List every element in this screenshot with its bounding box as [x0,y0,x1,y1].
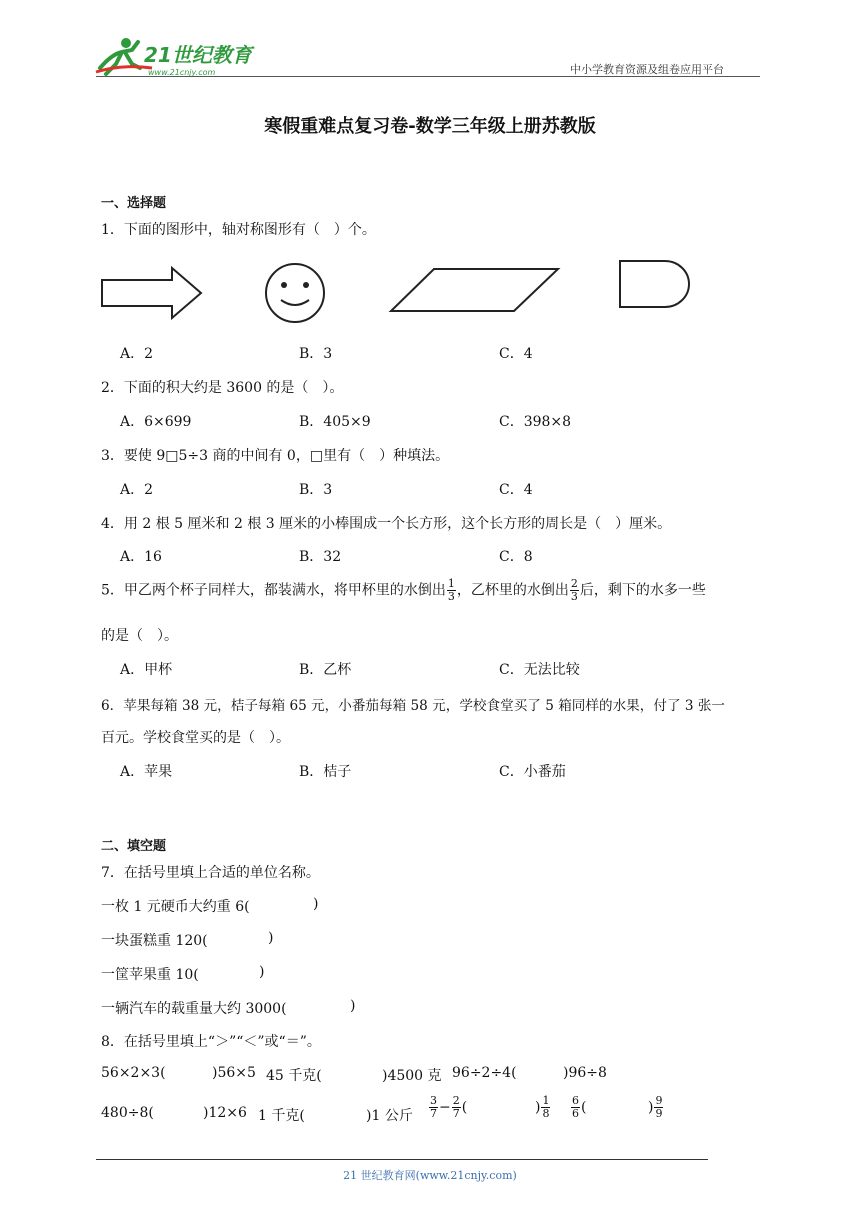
question-3: 3．要使 9□5÷3 商的中间有 0，□里有（ ）种填法。 [101,448,450,464]
q7-blank-2-close[interactable]: ) [268,930,274,946]
q5-text-part1: 5．甲乙两个杯子同样大，都装满水，将甲杯里的水倒出 [101,582,446,599]
q2-option-a[interactable]: A．6×699 [120,414,192,430]
q8-expr-7-right [648,1095,664,1120]
question-5-line2: 的是（ ）。 [101,628,178,644]
question-4: 4．用 2 根 5 厘米和 2 根 3 厘米的小棒围成一个长方形，这个长方形的周长是（ ）厘米。 [101,516,672,532]
q7-item-2: 一块蛋糕重 120( [101,933,208,949]
question-8: 8．在括号里填上“＞”“＜”或“＝”。 [101,1034,321,1050]
q8-expr-6-right [535,1095,551,1120]
fraction-two-thirds: $\frac{2}{3}$ [570,577,578,603]
header-divider [96,76,760,77]
section-heading-choice: 一、选择题 [101,196,167,211]
header-platform-text: 中小学教育资源及组卷应用平台 [570,63,724,76]
arrow-shape [100,266,204,322]
q2-option-b[interactable]: B．405×9 [299,414,371,430]
q8-expr-1-left: 56×2×3( [101,1065,166,1081]
q5-option-c[interactable]: C．无法比较 [499,662,580,678]
fraction-six-sixths: $\frac{6}{6}$ [572,1094,579,1120]
q7-blank-3-close[interactable]: ) [259,964,265,980]
q5-text-part2: ，乙杯里的水倒出 [456,582,569,599]
q7-blank-4-close[interactable]: ) [350,998,356,1014]
q5-option-b[interactable]: B．乙杯 [299,662,352,678]
footer-text[interactable]: 21 世纪教育网(www.21cnjy.com) [343,1169,517,1182]
q3-option-b[interactable]: B．3 [299,482,333,498]
section-heading-fill: 二、填空题 [101,839,167,854]
q4-option-b[interactable]: B．32 [299,549,342,565]
question-6: 6．苹果每箱 38 元，桔子每箱 65 元，小番茄每箱 58 元，学校食堂买了 5 箱同样的水果，付了 3 张一 [101,698,726,714]
q8-expr-3-right: )96÷8 [563,1065,607,1081]
fraction-one-eighth: $\frac{1}{8}$ [542,1094,550,1120]
q1-option-c[interactable]: C．4 [499,346,533,362]
logo-url: www.21cnjy.com [148,68,216,77]
q8-blank-6-close[interactable]: ) [535,1099,541,1116]
parallelogram-shape [388,266,562,314]
d-shape [617,258,693,310]
site-logo [92,34,262,80]
q6-option-a[interactable]: A．苹果 [120,764,173,780]
q8-expr-2-left: 45 千克( [266,1068,322,1084]
q7-item-1: 一枚 1 元硬币大约重 6( [101,899,250,915]
minus-sign: − [439,1099,451,1116]
fraction-one-third: $\frac{1}{3}$ [447,577,455,603]
footer-divider [96,1159,708,1160]
fraction-two-sevenths: $\frac{2}{7}$ [452,1094,460,1120]
question-1: 1．下面的图形中，轴对称图形有（ ）个。 [101,222,376,238]
question-7: 7．在括号里填上合适的单位名称。 [101,865,320,881]
fraction-three-sevenths: $\frac{3}{7}$ [430,1094,437,1120]
q8-blank-7-close[interactable]: ) [648,1099,654,1116]
q1-option-a[interactable]: A．2 [120,346,154,362]
question-5 [101,578,706,603]
q4-option-c[interactable]: C．8 [499,549,533,565]
fraction-nine-ninths: $\frac{9}{9}$ [655,1094,663,1120]
q5-text-part3: 后，剩下的水多一些 [579,582,706,599]
page-title: 寒假重难点复习卷-数学三年级上册苏教版 [264,116,596,137]
q1-option-b[interactable]: B．3 [299,346,333,362]
q8-expr-7 [570,1095,586,1120]
q4-option-a[interactable]: A．16 [120,549,162,565]
q6-option-c[interactable]: C．小番茄 [499,764,566,780]
logo-text: 21世纪教育 [144,43,252,67]
q7-item-3: 一筐苹果重 10( [101,967,199,983]
q8-expr-5-right: )1 公斤 [366,1108,413,1124]
q8-expr-3-left: 96÷2÷4( [452,1065,517,1081]
q8-expr-5-left: 1 千克( [258,1108,305,1124]
q2-option-c[interactable]: C．398×8 [499,414,572,430]
q8-expr-4-right: )12×6 [203,1105,247,1121]
q6-option-b[interactable]: B．桔子 [299,764,352,780]
q8-expr-1-right: )56×5 [212,1065,256,1081]
q8-expr-6 [428,1095,467,1120]
q3-option-a[interactable]: A．2 [120,482,154,498]
q5-option-a[interactable]: A．甲杯 [120,662,173,678]
q8-expr-4-left: 480÷8( [101,1105,154,1121]
q3-option-c[interactable]: C．4 [499,482,533,498]
q8-blank-6-open[interactable]: ( [461,1099,468,1116]
smiley-shape [262,260,328,326]
q7-blank-1-close[interactable]: ) [313,896,319,912]
q8-expr-2-right: )4500 克 [382,1068,442,1084]
q7-item-4: 一辆汽车的载重量大约 3000( [101,1001,287,1017]
question-2: 2．下面的积大约是 3600 的是（ ）。 [101,380,344,396]
q8-blank-7-open[interactable]: ( [581,1099,587,1116]
question-6-line2: 百元。学校食堂买的是（ ）。 [101,730,290,746]
